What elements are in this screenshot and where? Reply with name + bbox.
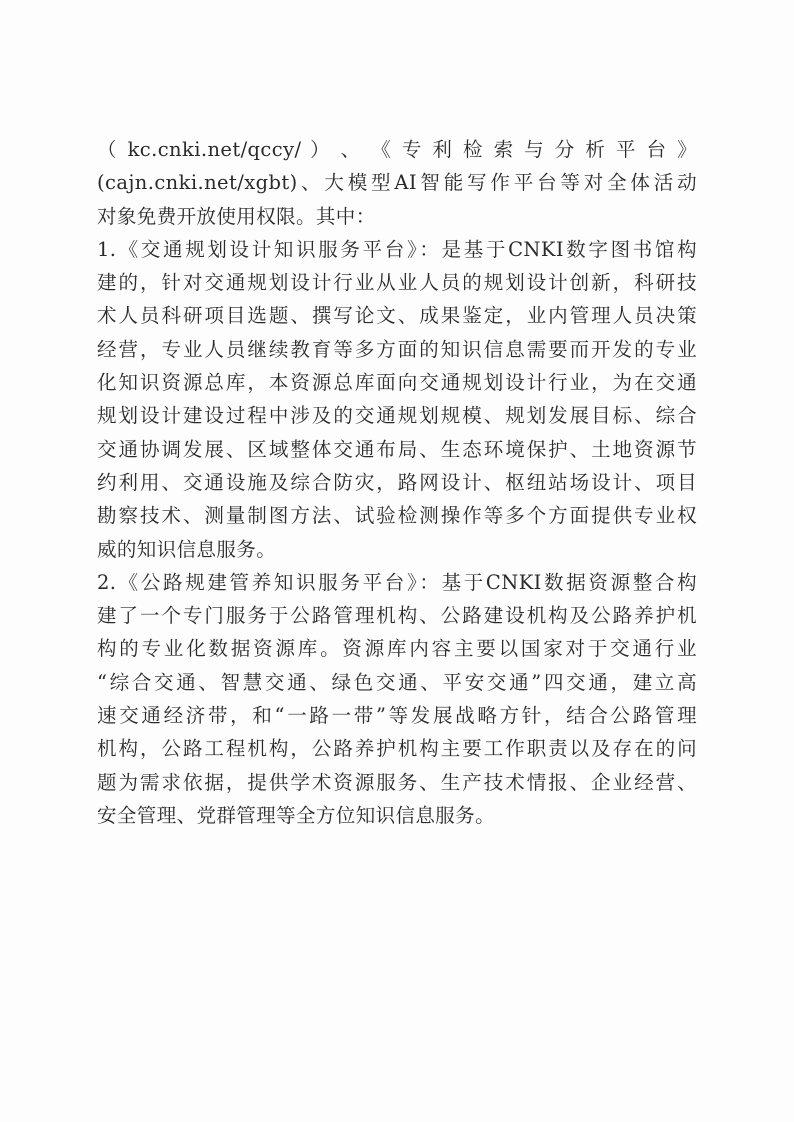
text-line: 威的知识信息服务。 [97, 537, 277, 561]
text-line: “综合交通、智慧交通、绿色交通、平安交通”四交通，建立高 [97, 670, 697, 694]
text-line: 约利用、交通设施及综合防灾，路网设计、枢纽站场设计、项目 [97, 470, 697, 494]
text-line: 速交通经济带，和“一路一带”等发展战略方针，结合公路管理 [97, 704, 697, 728]
text-line: 经营，专业人员继续教育等多方面的知识信息需要而开发的专业 [97, 337, 697, 361]
text-line: （ kc.cnki.net/qccy/ ） 、 《 专 利 检 索 与 分 析 平 台 》 [97, 138, 697, 161]
text-line: 2.《公路规建管养知识服务平台》：基于CNKI数据资源整合构 [97, 570, 697, 594]
text-line: 勘察技术、测量制图方法、试验检测操作等多个方面提供专业权 [97, 504, 697, 528]
text-line: 对象免费开放使用权限。其中： [97, 204, 376, 228]
text-line: 1.《交通规划设计知识服务平台》：是基于CNKI数字图书馆构 [97, 237, 697, 261]
text-line: 题为需求依据，提供学术资源服务、生产技术情报、企业经营、 [97, 770, 697, 794]
text-line: 术人员科研项目选题、撰写论文、成果鉴定，业内管理人员决策 [97, 304, 697, 328]
paragraph-item-2 [97, 566, 697, 832]
text-line: 规划设计建设过程中涉及的交通规划规模、规划发展目标、综合 [97, 404, 697, 428]
text-line: 机构，公路工程机构，公路养护机构主要工作职责以及存在的问 [97, 737, 697, 761]
text-line: 建了一个专门服务于公路管理机构、公路建设机构及公路养护机 [97, 604, 697, 628]
text-line: 建的，针对交通规划设计行业从业人员的规划设计创新，科研技 [97, 271, 697, 295]
text-line: 交通协调发展、区域整体交通布局、生态环境保护、土地资源节 [97, 437, 697, 461]
text-line: 构的专业化数据资源库。资源库内容主要以国家对于交通行业 [97, 637, 697, 661]
text-line: 安全管理、党群管理等全方位知识信息服务。 [97, 803, 496, 827]
document-body [97, 133, 697, 832]
paragraph-intro [97, 133, 697, 233]
paragraph-item-1 [97, 233, 697, 566]
text-line: (cajn.cnki.net/xgbt)、大模型AI智能写作平台等对全体活动 [97, 171, 697, 195]
text-line: 化知识资源总库，本资源总库面向交通规划设计行业，为在交通 [97, 371, 697, 395]
